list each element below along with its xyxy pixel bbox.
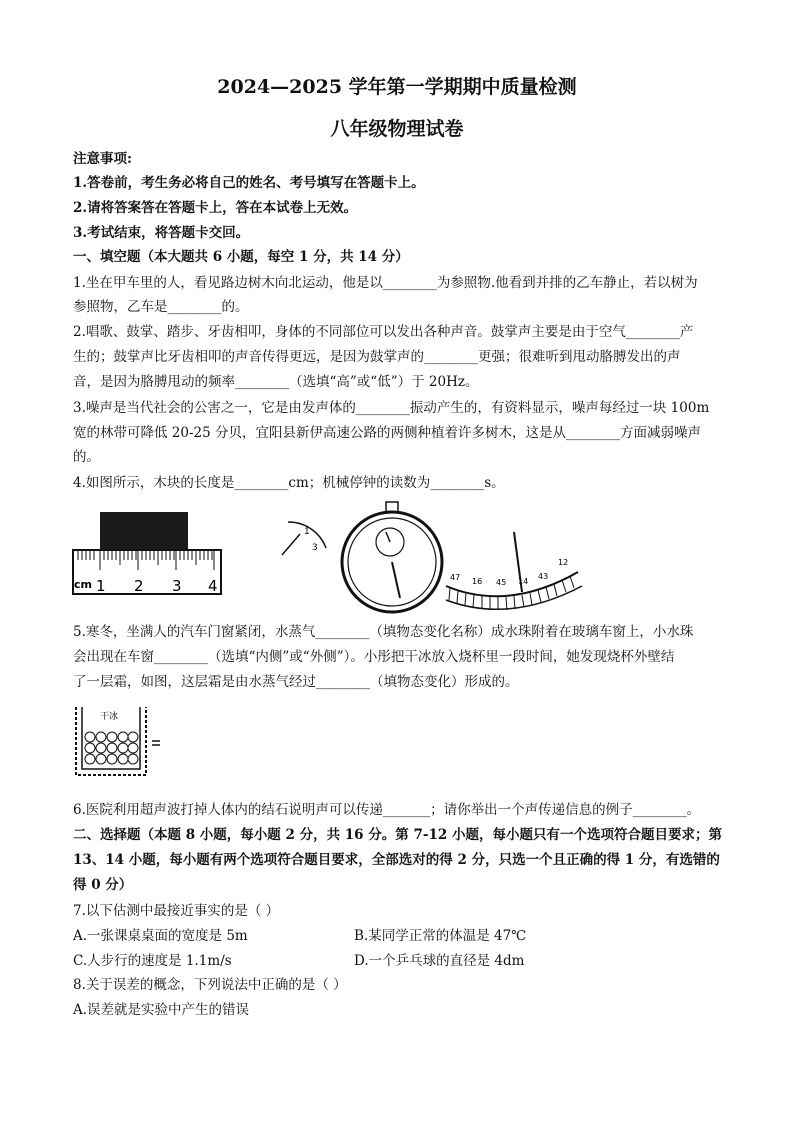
question-7-option-c: C.人步行的速度是 1.1m/s	[73, 953, 232, 969]
question-5-line: 5.寒冬，坐满人的汽车门窗紧闭，水蒸气________（填物态变化名称）成水珠附着在玻璃车窗上，小水珠	[73, 624, 694, 640]
notice-item: 1.答卷前，考生务必将自己的姓名、考号填写在答题卡上。	[73, 175, 425, 191]
beaker-label: 干冰	[100, 712, 119, 722]
question-2-line: 音，是因为胳膊甩动的频率________（选填“高”或“低”）于 20Hz。	[73, 374, 479, 390]
question-2-line: 2.唱歌、鼓掌、踏步、牙齿相叩，身体的不同部位可以发出各种声音。鼓掌声主要是由于空气________产	[73, 324, 694, 340]
ruler-unit-label: cm	[74, 578, 92, 591]
beaker-figure	[72, 703, 164, 783]
exam-subtitle: 八年级物理试卷	[330, 118, 464, 140]
question-8-option-a: A.误差就是实验中产生的错误	[73, 1002, 250, 1018]
question-2-line: 生的；鼓掌声比牙齿相叩的声音传得更远，是因为鼓掌声的________更强；很难听到甩动胳膊发出的声	[73, 349, 681, 365]
question-7-option-a: A.一张课桌桌面的宽度是 5m	[73, 928, 248, 944]
ruler-tick-label: 3	[172, 577, 182, 595]
large-dial-label: 16	[472, 577, 483, 586]
notice-heading: 注意事项:	[73, 151, 132, 167]
question-8-stem: 8.关于误差的概念，下列说法中正确的是（ ）	[73, 977, 347, 993]
question-7-option-d: D.一个乒乓球的直径是 4dm	[354, 953, 525, 969]
ruler-figure	[72, 510, 222, 602]
question-1-line: 1.坐在甲车里的人，看见路边树木向北运动，他是以________为参照物.他看到并排的乙车静止，若以树为	[73, 275, 698, 291]
notice-item: 3.考试结束，将答题卡交回。	[73, 225, 250, 241]
small-dial-label: 1	[304, 527, 310, 537]
ruler-tick-label: 1	[96, 577, 106, 595]
large-dial-label: 12	[558, 558, 569, 567]
notice-item: 2.请将答案答在答题卡上，答在本试卷上无效。	[73, 200, 358, 216]
large-dial-label: 14	[518, 577, 529, 586]
large-dial-label: 43	[538, 572, 549, 581]
question-1-line: 参照物，乙车是________的。	[73, 299, 249, 315]
question-3-line: 3.噪声是当代社会的公害之一，它是由发声体的________振动产生的，有资料显示，噪声每经过一块 100m	[73, 400, 710, 416]
dry-ice-pellets	[85, 732, 138, 764]
large-dial-label: 47	[450, 573, 461, 582]
question-4-line: 4.如图所示，木块的长度是________cm；机械停钟的读数为________s。	[73, 475, 505, 491]
question-3-line: 宽的林带可降低 20-25 分贝，宜阳县新伊高速公路的两侧种植着许多树木，这是从________方面减弱噪声	[73, 425, 701, 441]
section2-heading: 二、选择题（本题 8 小题，每小题 2 分，共 16 分。第 7-12 小题，每小题只有一个选项符合题目要求；第	[73, 827, 722, 843]
question-7-stem: 7.以下估测中最接近事实的是（ ）	[73, 903, 280, 919]
frost-marks	[152, 741, 160, 745]
question-6-line: 6.医院利用超声波打掉人体内的结石说明声可以传递_______；请你举出一个声传递信息的例子________。	[73, 802, 701, 818]
ruler-tick-label: 4	[208, 577, 218, 595]
small-dial-label: 3	[312, 543, 318, 553]
small-dial-needle	[282, 534, 300, 555]
ruler-tick-label: 2	[134, 577, 144, 595]
question-5-line: 会出现在车窗________（选填“内侧”或“外侧”）。小彤把干冰放入烧杯里一段时间，她发现烧杯外壁结	[73, 649, 675, 665]
section2-heading: 13、14 小题，每小题有两个选项符合题目要求，全部选对的得 2 分，只选一个且正确的得 1 分，有选错的	[73, 852, 720, 868]
section2-heading: 得 0 分）	[73, 877, 133, 893]
wood-block	[100, 512, 188, 550]
question-3-line: 的。	[73, 449, 100, 465]
large-dial-arc	[446, 572, 578, 596]
stopwatch-figure	[278, 500, 588, 615]
large-dial-label: 45	[496, 578, 507, 587]
exam-title: 2024—2025 学年第一学期期中质量检测	[217, 76, 577, 98]
section1-heading: 一、填空题（本大题共 6 小题，每空 1 分，共 14 分）	[73, 249, 409, 265]
question-7-option-b: B.某同学正常的体温是 47℃	[354, 928, 527, 944]
question-5-line: 了一层霜，如图，这层霜是由水蒸气经过________（填物态变化）形成的。	[73, 674, 519, 690]
